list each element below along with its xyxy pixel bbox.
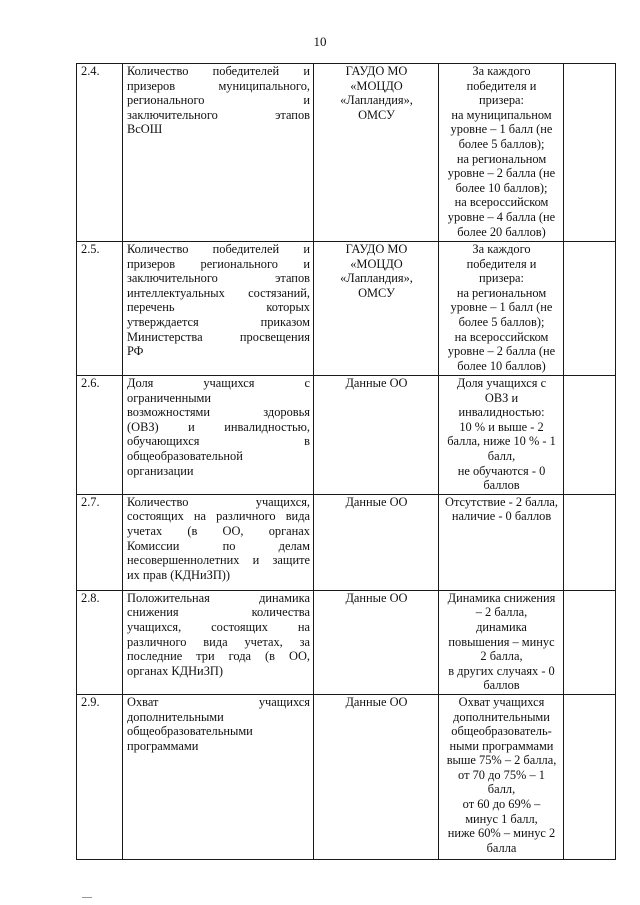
scoring-rule-line: – 2 балла, [475,605,528,620]
scoring-rule-line: баллов [483,478,520,493]
criterion-name-line: Количество победителей и [127,64,310,78]
scoring-rule-line: 2 балла, [480,649,523,664]
data-source-line: Данные ОО [345,376,408,390]
row-number: 2.4. [77,64,123,242]
criterion-name-line: Охват учащихся [127,694,310,709]
criterion-name-line: состоящих на различного вида [127,509,310,524]
data-source-line: «МОЦДО [350,256,403,271]
criteria-row [77,64,616,242]
scoring-rule-line: балла, ниже 10 % - 1 [447,434,556,449]
criterion-name-line: (ОВЗ) и инвалидностью, [127,419,310,434]
data-source-line: ОМСУ [358,107,395,122]
scoring-rule-line: уровне – 1 балл (не [450,122,553,137]
criterion-name-line: учащихся, состоящих на [127,619,310,634]
criterion-name-line: дополнительными [127,709,224,724]
criterion-name-line: обучающихся в [127,434,310,449]
scoring-rule-line: балл, [487,448,516,463]
scoring-rule [439,590,564,694]
scoring-rule-line: Охват учащихся [458,694,545,709]
empty-value-cell [564,590,616,694]
scoring-rule-line: общеобразователь- [451,724,552,739]
scoring-rule-line: ниже 60% – минус 2 [447,826,556,841]
row-number: 2.8. [77,590,123,694]
scoring-rule-line: на муниципальном [451,107,552,122]
data-source [314,590,439,694]
empty-value-cell [564,494,616,590]
data-source-line: Данные ОО [345,694,408,709]
scoring-rule-line: уровне – 2 балла (не [447,344,556,359]
scoring-rule-line: За каждого [472,242,531,256]
scoring-rule-line: от 60 до 69% – [462,797,541,812]
scoring-rule-line: уровне – 2 балла (не [447,166,556,181]
criterion-name-line: общеобразовательной [127,448,243,463]
criterion-name [123,694,314,859]
scoring-rule-line: не обучаются - 0 [457,463,546,478]
scoring-rule-line: балл, [487,782,516,797]
scoring-rule-line: более 5 баллов); [458,136,545,151]
scoring-rule-line: на региональном [456,151,547,166]
scoring-rule-line: на региональном [456,285,547,300]
scoring-rule [439,694,564,859]
criteria-row [77,376,616,495]
page-number: 10 [313,34,327,49]
criterion-name-line: РФ [127,344,144,359]
scoring-rule-line: от 70 до 75% – 1 [458,767,545,782]
data-source [314,376,439,495]
scoring-rule-line: более 20 баллов) [457,224,546,239]
scoring-rule-line: дополнительными [453,709,550,724]
scoring-rule-line: в других случаях - 0 [448,663,555,678]
row-number: 2.5. [77,242,123,376]
criteria-table [76,63,616,860]
scoring-rule-line: За каждого [472,64,531,78]
data-source-line: Данные ОО [345,590,408,605]
scoring-rule-line: уровне – 4 балла (не [447,209,556,224]
data-source-line: ГАУДО МО [345,64,408,78]
scoring-rule-line: повышения – минус [448,634,555,649]
criteria-table-body [77,64,616,860]
scoring-rule-line: более 10 баллов); [455,180,548,195]
scoring-rule-line: более 5 баллов); [458,314,545,329]
scoring-rule-line: 10 % и выше - 2 [459,419,544,434]
scoring-rule-line: ОВЗ и [484,390,519,405]
scoring-rule-line: Динамика снижения [447,590,556,605]
scoring-rule-line: призера: [479,93,524,108]
scoring-rule-line: Отсутствие - 2 балла, [445,494,558,509]
scoring-rule-line: Доля учащихся с [456,376,547,390]
criterion-name-line: перечень которых [127,300,310,315]
criterion-name-line: их прав (КДНиЗП)) [127,567,231,582]
criterion-name-line: несовершеннолетних и защите [127,553,310,568]
data-source [314,64,439,242]
scoring-rule-line: более 10 баллов) [457,358,546,373]
criteria-row [77,590,616,694]
scoring-rule-line: динамика [476,619,527,634]
criterion-name [123,64,314,242]
empty-value-cell [564,694,616,859]
row-number: 2.6. [77,376,123,495]
scoring-rule-line: ными программами [449,738,554,753]
scoring-rule-line: уровне – 1 балл (не [450,300,553,315]
criterion-name-line: регионального и [127,93,310,108]
data-source [314,694,439,859]
criterion-name-line: Министерства просвещения [127,329,310,344]
criterion-name-line: организации [127,463,194,478]
data-source-line: «МОЦДО [350,78,403,93]
criterion-name-line: призеров муниципального, [127,78,310,93]
scoring-rule [439,64,564,242]
row-number: 2.7. [77,494,123,590]
scoring-rule-line: баллов [483,678,520,693]
scoring-rule-line: наличие - 0 баллов [451,509,552,524]
scoring-rule [439,242,564,376]
criteria-row [77,242,616,376]
scoring-rule-line: победителя и [466,78,537,93]
data-source-line: «Лапландия», [340,271,413,286]
criterion-name-line: снижения количества [127,605,310,620]
criterion-name-line: Количество победителей и [127,242,310,256]
data-source-line: ГАУДО МО [345,242,408,256]
criteria-row [77,494,616,590]
criterion-name-line: Количество учащихся, [127,494,310,509]
criterion-name [123,242,314,376]
scoring-rule [439,376,564,495]
criterion-name-line: возможностями здоровья [127,405,310,420]
scoring-rule-line: выше 75% – 2 балла, [446,753,557,768]
scoring-rule-line: инвалидностью: [458,405,545,420]
criterion-name [123,376,314,495]
criterion-name-line: призеров регионального и [127,256,310,271]
row-number: 2.9. [77,694,123,859]
criterion-name-line: Комиссии по делам [127,538,310,553]
data-source [314,494,439,590]
data-source-line: ОМСУ [358,285,395,300]
data-source [314,242,439,376]
criterion-name-line: утверждается приказом [127,314,310,329]
criteria-row [77,694,616,859]
criterion-name-line: Положительная динамика [127,590,310,605]
criterion-name-line: общеобразовательными [127,724,253,739]
criterion-name-line: заключительного этапов [127,271,310,286]
scoring-rule-line: балла [486,840,517,855]
scoring-rule-line: минус 1 балл, [465,811,538,826]
empty-value-cell [564,376,616,495]
criterion-name-line: ограниченными [127,390,212,405]
criterion-name [123,590,314,694]
scoring-rule [439,494,564,590]
scoring-rule-line: победителя и [466,256,537,271]
scoring-rule-line: призера: [479,271,524,286]
criterion-name-line: различного вида учетах, за [127,634,310,649]
criterion-name-line: заключительного этапов [127,107,310,122]
criterion-name-line: ВсОШ [127,122,163,137]
criterion-name-line: учетах (в ОО, органах [127,523,310,538]
scoring-rule-line: на всероссийском [454,329,549,344]
criterion-name-line: программами [127,738,199,753]
data-source-line: «Лапландия», [340,93,413,108]
criterion-name [123,494,314,590]
data-source-line: Данные ОО [345,494,408,509]
criterion-name-line: органах КДНиЗП) [127,663,223,678]
criterion-name-line: интеллектуальных состязаний, [127,285,310,300]
scoring-rule-line: на всероссийском [454,195,549,210]
footer-mark [82,897,92,898]
empty-value-cell [564,64,616,242]
criterion-name-line: Доля учащихся с [127,376,310,390]
criterion-name-line: последние три года (в ОО, [127,649,310,664]
empty-value-cell [564,242,616,376]
